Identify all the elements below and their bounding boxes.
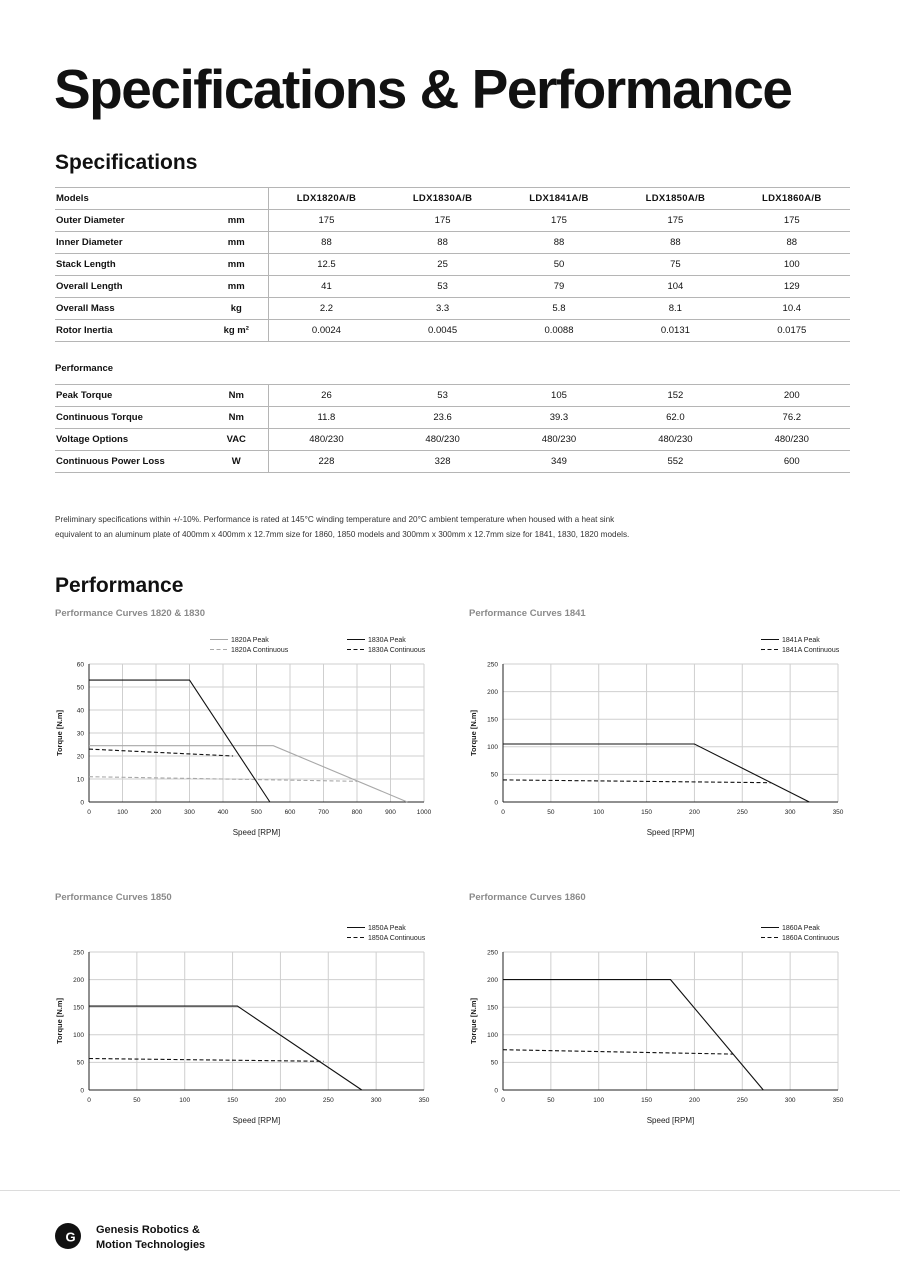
table-cell: 50	[501, 254, 617, 276]
table-cell: 25	[384, 254, 500, 276]
legend	[347, 925, 426, 942]
row-label: Peak Torque	[55, 385, 205, 407]
footnote	[55, 513, 855, 542]
table-cell: 175	[268, 210, 384, 232]
x-tick-label: 500	[251, 809, 262, 816]
row-unit: mm	[205, 254, 268, 276]
row-label: Inner Diameter	[55, 232, 205, 254]
x-tick-label: 0	[87, 1097, 91, 1104]
page-title: Specifications & Performance	[54, 58, 792, 120]
x-tick-label: 100	[593, 1097, 605, 1104]
row-label: Rotor Inertia	[55, 320, 205, 342]
table-row	[55, 451, 850, 473]
x-tick-label: 350	[832, 809, 844, 816]
legend-label: 1841A Peak	[782, 637, 820, 644]
row-label: Continuous Power Loss	[55, 451, 205, 473]
x-tick-label: 250	[736, 809, 748, 816]
table-cell: 23.6	[384, 407, 500, 429]
table-cell: 600	[734, 451, 850, 473]
header-unit	[205, 188, 268, 210]
table-row	[55, 429, 850, 451]
y-tick-label: 10	[76, 776, 84, 784]
legend-label: 1860A Continuous	[782, 935, 840, 942]
x-tick-label: 250	[736, 1097, 748, 1104]
table-row	[55, 254, 850, 276]
table-cell: 88	[501, 232, 617, 254]
x-tick-label: 150	[227, 1097, 239, 1104]
series-line-1820a-peak	[89, 746, 407, 802]
y-tick-label: 200	[487, 688, 498, 696]
row-label: Overall Length	[55, 276, 205, 298]
row-unit: kg m²	[205, 320, 268, 342]
series-line-1841a-peak	[503, 744, 809, 802]
table-cell: 10.4	[734, 298, 850, 320]
performance-chart-1860	[464, 918, 884, 1158]
performance-chart-1850	[50, 918, 470, 1158]
legend-label: 1830A Peak	[368, 637, 406, 644]
y-tick-label: 0	[494, 1087, 498, 1095]
legend-label: 1830A Continuous	[368, 647, 426, 654]
table-cell: 53	[384, 385, 500, 407]
row-unit: W	[205, 451, 268, 473]
x-tick-label: 0	[87, 809, 91, 816]
footnote-line-2: equivalent to an aluminum plate of 400mm x 400mm x 12.7mm size for 1860, 1850 models and 300mm x 300mm x 12.7mm size for 1841, 1830, 1820 models.	[55, 529, 630, 539]
table-cell: 175	[384, 210, 500, 232]
table-header-row	[55, 188, 850, 210]
table-cell: 26	[268, 385, 384, 407]
table-cell: 480/230	[384, 429, 500, 451]
row-label: Overall Mass	[55, 298, 205, 320]
x-tick-label: 200	[150, 809, 162, 816]
y-tick-label: 150	[73, 1004, 84, 1012]
series-line-1850a-peak	[89, 1006, 362, 1090]
row-unit: mm	[205, 276, 268, 298]
grid	[503, 952, 838, 1090]
table-row	[55, 320, 850, 342]
series-line-1830a-peak	[89, 680, 270, 802]
table-cell: 129	[734, 276, 850, 298]
y-tick-label: 200	[487, 976, 498, 984]
legend-label: 1850A Peak	[368, 925, 406, 932]
y-tick-label: 100	[73, 1032, 84, 1040]
series-line-1841a-continuous	[503, 780, 771, 783]
x-tick-label: 350	[418, 1097, 430, 1104]
grid	[89, 952, 424, 1090]
model-header: LDX1850A/B	[617, 188, 733, 210]
model-header: LDX1820A/B	[268, 188, 384, 210]
table-cell: 175	[617, 210, 733, 232]
y-tick-label: 150	[487, 716, 498, 724]
x-tick-label: 100	[117, 809, 128, 816]
row-label: Outer Diameter	[55, 210, 205, 232]
table-cell: 76.2	[734, 407, 850, 429]
x-tick-label: 50	[133, 1097, 141, 1104]
performance-table-caption: Performance	[55, 363, 114, 374]
x-tick-label: 300	[184, 809, 195, 816]
table-cell: 349	[501, 451, 617, 473]
model-header: LDX1830A/B	[384, 188, 500, 210]
row-unit: mm	[205, 210, 268, 232]
series-line-1860a-continuous	[503, 1050, 733, 1054]
header-label: Models	[55, 188, 205, 210]
performance-table	[55, 384, 850, 473]
x-tick-label: 600	[284, 809, 296, 816]
row-unit: mm	[205, 232, 268, 254]
performance-chart-1820-1830	[50, 630, 470, 870]
legend-label: 1841A Continuous	[782, 647, 840, 654]
x-tick-label: 300	[784, 1097, 796, 1104]
table-cell: 105	[501, 385, 617, 407]
table-row	[55, 210, 850, 232]
table-cell: 11.8	[268, 407, 384, 429]
legend	[761, 925, 840, 942]
x-tick-label: 200	[274, 1097, 286, 1104]
y-tick-label: 250	[487, 661, 498, 669]
specifications-table	[55, 187, 850, 342]
table-cell: 228	[268, 451, 384, 473]
table-cell: 175	[734, 210, 850, 232]
x-axis-label: Speed [RPM]	[646, 828, 695, 837]
y-tick-label: 250	[487, 949, 498, 957]
footnote-line-1: Preliminary specifications within +/-10%. Performance is rated at 145°C winding temperature and 20°C ambient temperature when housed with a heat sink	[55, 515, 615, 524]
footer-divider	[0, 1190, 900, 1191]
performance-chart-1841	[464, 630, 884, 870]
y-tick-label: 100	[487, 744, 498, 752]
x-tick-label: 200	[688, 809, 700, 816]
row-label: Voltage Options	[55, 429, 205, 451]
logo-letter: G	[65, 1229, 76, 1245]
row-label: Continuous Torque	[55, 407, 205, 429]
row-unit: VAC	[205, 429, 268, 451]
series-line-1850a-continuous	[89, 1059, 324, 1062]
x-tick-label: 50	[547, 1097, 555, 1104]
legend-label: 1820A Peak	[231, 637, 269, 644]
x-tick-label: 100	[593, 809, 605, 816]
table-cell: 39.3	[501, 407, 617, 429]
table-cell: 0.0131	[617, 320, 733, 342]
x-tick-label: 800	[351, 809, 363, 816]
y-tick-label: 100	[487, 1032, 498, 1040]
y-tick-label: 50	[490, 1059, 498, 1067]
table-cell: 0.0175	[734, 320, 850, 342]
legend	[210, 637, 426, 654]
legend	[761, 637, 840, 654]
y-tick-label: 150	[487, 1004, 498, 1012]
legend-label: 1860A Peak	[782, 925, 820, 932]
table-row	[55, 298, 850, 320]
table-cell: 328	[384, 451, 500, 473]
table-cell: 88	[734, 232, 850, 254]
x-tick-label: 50	[547, 809, 555, 816]
legend-label: 1820A Continuous	[231, 647, 289, 654]
row-label: Stack Length	[55, 254, 205, 276]
table-cell: 552	[617, 451, 733, 473]
y-axis-label: Torque [N.m]	[55, 997, 64, 1045]
x-tick-label: 400	[217, 809, 229, 816]
row-unit: Nm	[205, 385, 268, 407]
x-tick-label: 300	[370, 1097, 382, 1104]
x-tick-label: 0	[501, 809, 505, 816]
table-cell: 104	[617, 276, 733, 298]
x-tick-label: 100	[179, 1097, 191, 1104]
x-axis-label: Speed [RPM]	[232, 828, 281, 837]
table-cell: 0.0088	[501, 320, 617, 342]
y-tick-label: 250	[73, 949, 84, 957]
x-tick-label: 150	[641, 1097, 653, 1104]
y-tick-label: 50	[76, 684, 84, 692]
table-cell: 0.0024	[268, 320, 384, 342]
table-cell: 480/230	[617, 429, 733, 451]
x-tick-label: 350	[832, 1097, 844, 1104]
legend-label: 1850A Continuous	[368, 935, 426, 942]
company-name-line-1: Genesis Robotics &	[96, 1224, 200, 1236]
y-axis-label: Torque [N.m]	[469, 709, 478, 757]
company-name-line-2: Motion Technologies	[96, 1239, 206, 1251]
y-tick-label: 200	[73, 976, 84, 984]
y-tick-label: 0	[80, 1087, 84, 1095]
table-cell: 41	[268, 276, 384, 298]
x-axis-label: Speed [RPM]	[232, 1116, 281, 1125]
chart-title-1841: Performance Curves 1841	[469, 608, 586, 619]
table-cell: 3.3	[384, 298, 500, 320]
model-header: LDX1841A/B	[501, 188, 617, 210]
x-tick-label: 1000	[416, 809, 432, 816]
table-cell: 2.2	[268, 298, 384, 320]
table-cell: 480/230	[501, 429, 617, 451]
table-cell: 0.0045	[384, 320, 500, 342]
table-cell: 152	[617, 385, 733, 407]
table-cell: 75	[617, 254, 733, 276]
x-axis-label: Speed [RPM]	[646, 1116, 695, 1125]
performance-heading: Performance	[55, 574, 184, 597]
table-cell: 12.5	[268, 254, 384, 276]
table-row	[55, 276, 850, 298]
y-tick-label: 50	[76, 1059, 84, 1067]
table-cell: 480/230	[734, 429, 850, 451]
chart-title-1860: Performance Curves 1860	[469, 892, 586, 903]
specifications-heading: Specifications	[55, 151, 198, 174]
row-unit: Nm	[205, 407, 268, 429]
table-row	[55, 232, 850, 254]
table-cell: 480/230	[268, 429, 384, 451]
model-header: LDX1860A/B	[734, 188, 850, 210]
x-tick-label: 300	[784, 809, 796, 816]
grid	[503, 664, 838, 802]
footer-company-name	[96, 1223, 205, 1253]
x-tick-label: 200	[688, 1097, 700, 1104]
y-axis-label: Torque [N.m]	[55, 709, 64, 757]
table-cell: 88	[617, 232, 733, 254]
x-tick-label: 250	[322, 1097, 334, 1104]
table-cell: 88	[384, 232, 500, 254]
table-cell: 200	[734, 385, 850, 407]
y-tick-label: 0	[494, 799, 498, 807]
row-unit: kg	[205, 298, 268, 320]
y-axis-label: Torque [N.m]	[469, 997, 478, 1045]
table-cell: 53	[384, 276, 500, 298]
y-tick-label: 50	[490, 771, 498, 779]
chart-title-1820-1830: Performance Curves 1820 & 1830	[55, 608, 205, 619]
table-cell: 175	[501, 210, 617, 232]
table-cell: 62.0	[617, 407, 733, 429]
table-row	[55, 407, 850, 429]
series-line-1830a-continuous	[89, 749, 233, 756]
table-cell: 79	[501, 276, 617, 298]
x-tick-label: 0	[501, 1097, 505, 1104]
table-cell: 5.8	[501, 298, 617, 320]
y-tick-label: 20	[76, 753, 84, 761]
y-tick-label: 0	[80, 799, 84, 807]
genesis-logo-icon	[55, 1223, 81, 1249]
y-tick-label: 40	[76, 707, 84, 715]
y-tick-label: 30	[76, 730, 84, 738]
chart-title-1850: Performance Curves 1850	[55, 892, 172, 903]
y-tick-label: 60	[76, 661, 84, 669]
x-tick-label: 900	[385, 809, 396, 816]
table-cell: 88	[268, 232, 384, 254]
table-cell: 8.1	[617, 298, 733, 320]
x-tick-label: 150	[641, 809, 653, 816]
table-row	[55, 385, 850, 407]
table-cell: 100	[734, 254, 850, 276]
x-tick-label: 700	[318, 809, 329, 816]
